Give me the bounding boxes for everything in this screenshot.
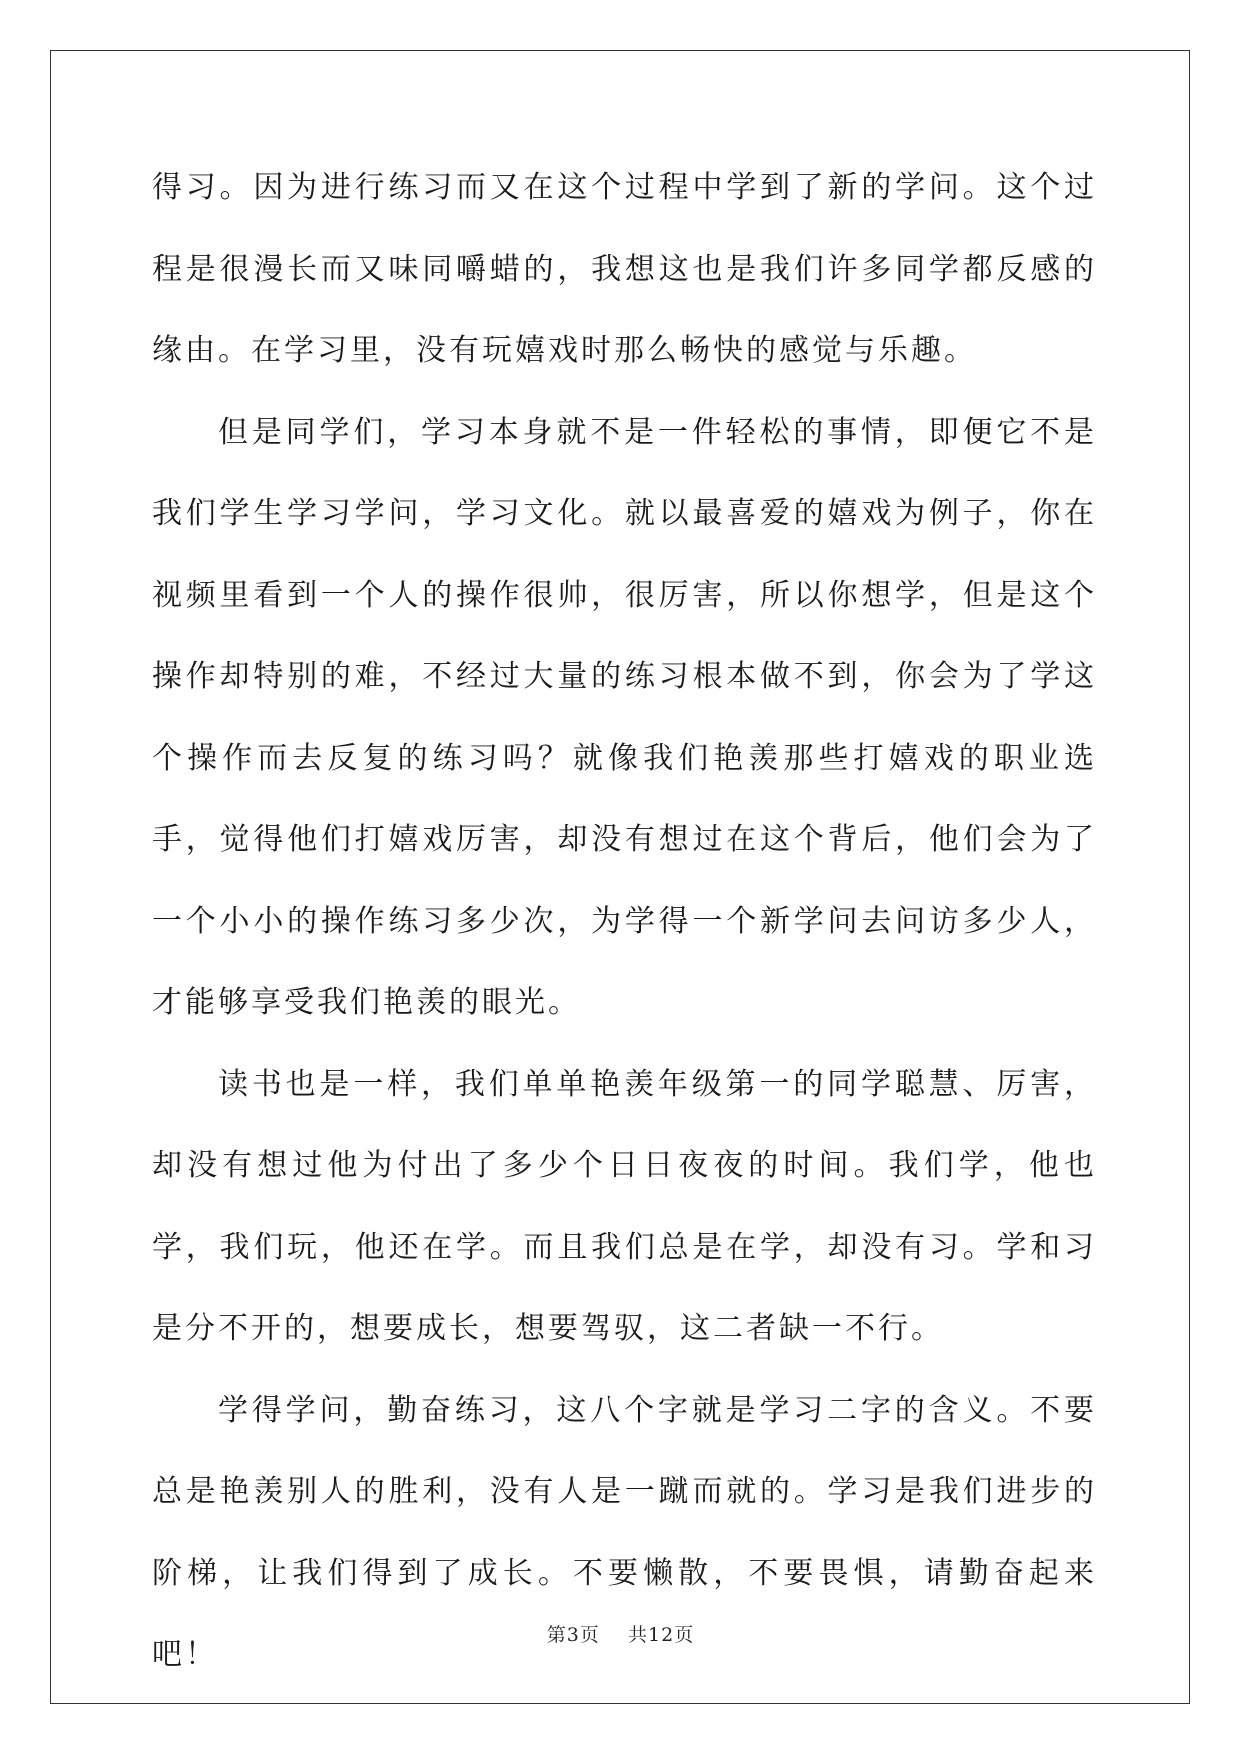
paragraph-2: 但是同学们，学习本身就不是一件轻松的事情，即便它不是我们学生学习学问，学习文化。就以最喜爱的嬉戏为例子，你在视频里看到一个人的操作很帅，很厉害，所以你想学，但是这个操作却特别的难，不经过大量的练习根本做不到，你会为了学这个操作而去反复的练习吗？就像我们艳羡那些打嬉戏的职业选手，觉得他们打嬉戏厉害，却没有想过在这个背后，他们会为了一个小小的操作练习多少次，为学得一个新学问去问访多少人，才能够享受我们艳羡的眼光。	[152, 414, 1097, 1020]
total-pages: 共12页	[628, 1624, 695, 1646]
paragraph-1: 得习。因为进行练习而又在这个过程中学到了新的学问。这个过程是很漫长而又味同嚼蜡的，我想这也是我们许多同学都反感的缘由。在学习里，没有玩嬉戏时那么畅快的感觉与乐趣。	[152, 170, 1097, 368]
document-body	[152, 147, 1097, 1696]
footer-gap	[600, 1624, 628, 1646]
paragraph-4: 学得学问，勤奋练习，这八个字就是学习二字的含义。不要总是艳羡别人的胜利，没有人是一蹴而就的。学习是我们进步的阶梯，让我们得到了成长。不要懒散，不要畏惧，请勤奋起来吧！	[152, 1392, 1097, 1672]
page-number: 第3页	[546, 1624, 600, 1646]
page-footer	[0, 1620, 1241, 1647]
paragraph-3: 读书也是一样，我们单单艳羡年级第一的同学聪慧、厉害，却没有想过他为付出了多少个日日夜夜的时间。我们学，他也学，我们玩，他还在学。而且我们总是在学，却没有习。学和习是分不开的，想要成长，想要驾驭，这二者缺一不行。	[152, 1066, 1097, 1346]
